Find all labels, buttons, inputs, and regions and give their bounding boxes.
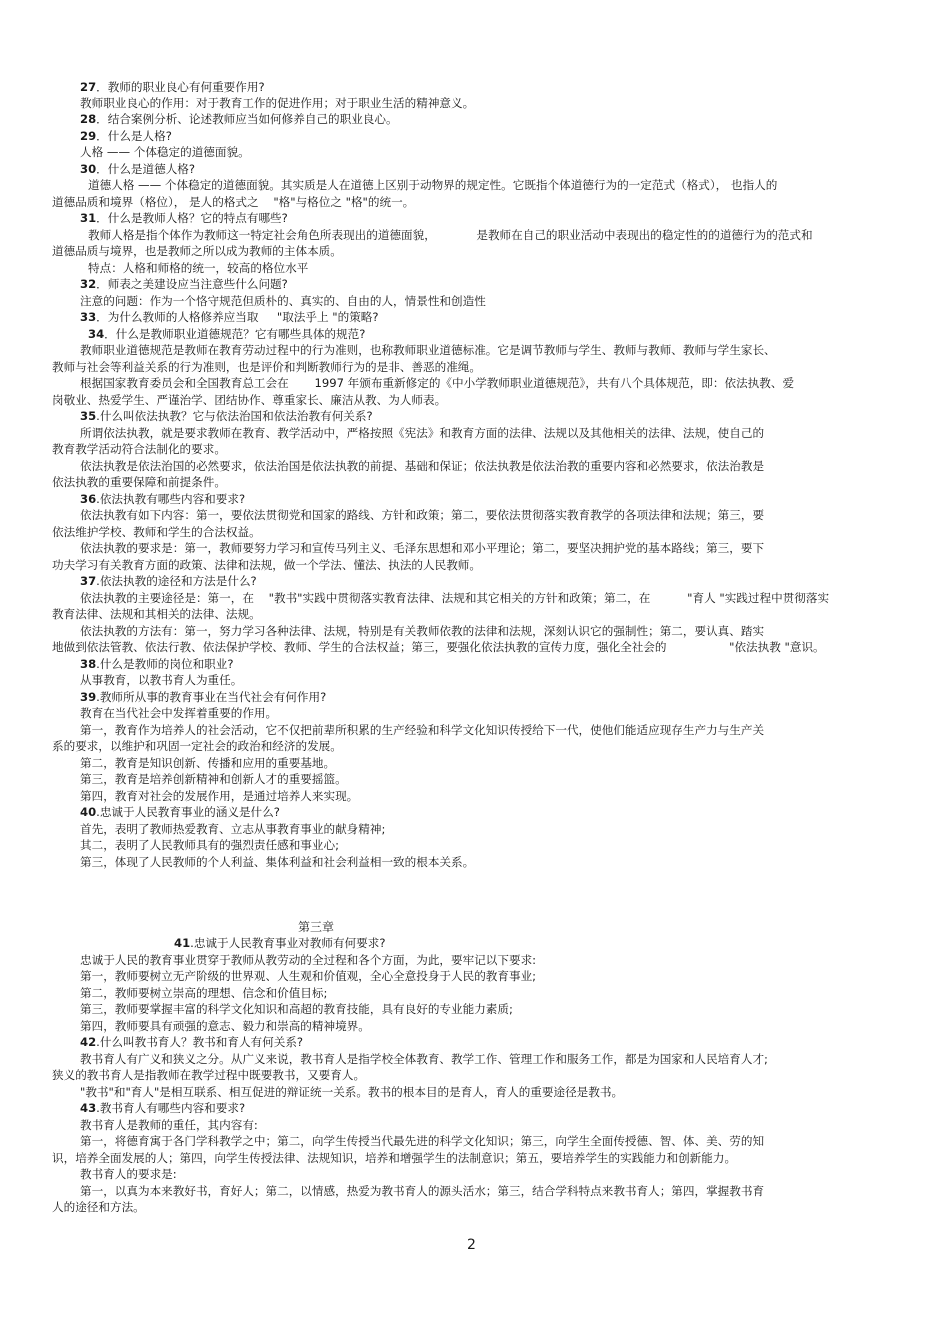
line-text: 第一，将德育寓于各门学科教学之中；第二，向学生传授当代最先进的科学文化知识；第三，向学生全面传授德、智、体、美、劳的知 xyxy=(80,1134,765,1148)
line-text: 忠诚于人民的教育事业贯穿于教师从教劳动的全过程和各个方面，为此，要牢记以下要求: xyxy=(80,953,537,967)
line-text: 依法执教的主要途径是：第一，在 "教书"实践中贯彻落实教育法律、法规和其它相关的方针和政策；第二，在 "育人 "实践过程中贯彻落实 xyxy=(80,591,830,605)
question-number: 40 xyxy=(80,805,97,819)
question-number: 31 xyxy=(80,211,97,225)
line-text: .忠诚于人民教育事业对教师有何要求? xyxy=(190,936,386,950)
text-line xyxy=(80,756,335,771)
text-line xyxy=(52,360,481,375)
text-line xyxy=(52,244,342,259)
question-number: 42 xyxy=(80,1035,97,1049)
line-text: 第三，教育是培养创新精神和创新人才的重要摇篮。 xyxy=(80,772,347,786)
question-number: 37 xyxy=(80,574,97,588)
line-text: 人的途径和方法。 xyxy=(52,1200,145,1214)
line-text: 教师与社会等利益关系的行为准则，也是评价和判断教师行为的是非、善恶的准绳。 xyxy=(52,360,481,374)
line-text: 教师人格是指个体作为教师这一特定社会角色所表现出的道德面貌， 是教师在自己的职业活动中表现出的稳定性的的道德行为的范式和 xyxy=(88,228,813,242)
line-text: 根据国家教育委员会和全国教育总工会在 1997 年颁布重新修定的《中小学教师职业道德规范》，共有八个具体规范，即：依法执教、爱 xyxy=(80,376,795,390)
question-number: 35 xyxy=(80,409,97,423)
page-number: 2 xyxy=(467,1237,476,1253)
question-heading xyxy=(80,310,379,325)
line-text: 道德品质与境界，也是教师之所以成为教师的主体本质。 xyxy=(52,244,342,258)
text-line xyxy=(80,953,536,968)
line-text: 岗敬业、热爱学生、严谨治学、团结协作、尊重家长、廉洁从教、为人师表。 xyxy=(52,393,447,407)
question-heading xyxy=(88,327,365,342)
text-line xyxy=(80,673,242,688)
question-heading xyxy=(80,162,195,177)
text-line xyxy=(80,772,347,787)
line-text: ．结合案例分析、论述教师应当如何修养自己的职业良心。 xyxy=(96,112,398,126)
line-text: .依法执教有哪些内容和要求? xyxy=(96,492,246,506)
question-heading xyxy=(80,409,373,424)
question-heading xyxy=(80,211,288,226)
line-text: 依法维护学校、教师和学生的合法权益。 xyxy=(52,525,261,539)
text-line xyxy=(80,1019,370,1034)
line-text: 教书育人有广义和狭义之分。从广义来说，教书育人是指学校全体教育、教学工作、管理工作和服务工作，都是为国家和人民培育人才; xyxy=(80,1052,768,1066)
line-text: 注意的问题：作为一个恪守规范但质朴的、真实的、自由的人，情景性和创造性 xyxy=(80,294,486,308)
question-number: 28 xyxy=(80,112,97,126)
question-number: 32 xyxy=(80,277,97,291)
text-line xyxy=(52,475,226,490)
line-text: 依法执教的重要保障和前提条件。 xyxy=(52,475,226,489)
line-text: 第四，教育对社会的发展作用，是通过培养人来实现。 xyxy=(80,789,359,803)
question-heading xyxy=(80,112,398,127)
line-text: 人格 —— 个体稳定的道德面貌。 xyxy=(80,145,250,159)
question-heading xyxy=(80,80,265,95)
text-line xyxy=(80,145,250,160)
text-line xyxy=(52,1068,365,1083)
text-line xyxy=(80,591,829,606)
line-text: .教师所从事的教育事业在当代社会有何作用? xyxy=(96,690,327,704)
text-line xyxy=(80,294,486,309)
text-line xyxy=(88,261,308,276)
text-line xyxy=(80,459,764,474)
text-line xyxy=(52,525,261,540)
question-number: 36 xyxy=(80,492,97,506)
question-number: 33 xyxy=(80,310,97,324)
text-line xyxy=(52,393,446,408)
line-text: 教师职业良心的作用：对于教育工作的促进作用；对于职业生活的精神意义。 xyxy=(80,96,475,110)
line-text: ．为什么教师的人格修养应当取 "取法乎上 "的策略? xyxy=(96,310,379,324)
question-number: 29 xyxy=(80,129,97,143)
chapter-title xyxy=(298,920,334,935)
line-text: 功夫学习有关教育方面的政策、法律和法规，做一个学法、懂法、执法的人民教师。 xyxy=(52,558,481,572)
line-text: 第三，教师要掌握丰富的科学文化知识和高超的教育技能，具有良好的专业能力素质; xyxy=(80,1002,513,1016)
text-line xyxy=(52,442,226,457)
text-line xyxy=(80,838,339,853)
text-line xyxy=(80,1002,513,1017)
question-heading xyxy=(174,936,385,951)
question-heading xyxy=(80,805,280,820)
line-text: 教书育人的要求是: xyxy=(80,1167,177,1181)
line-text: .依法执教的途径和方法是什么? xyxy=(96,574,257,588)
line-text: 第三章 xyxy=(298,920,335,934)
question-heading xyxy=(80,690,326,705)
question-number: 30 xyxy=(80,162,97,176)
text-line xyxy=(80,986,327,1001)
text-line xyxy=(80,624,764,639)
text-line xyxy=(80,541,764,556)
text-line xyxy=(80,822,385,837)
text-line xyxy=(88,178,777,193)
line-text: 教育教学活动符合法制化的要求。 xyxy=(52,442,226,456)
text-line xyxy=(52,1200,145,1215)
line-text: 依法执教有如下内容：第一，要依法贯彻党和国家的路线、方针和政策；第二，要依法贯彻落实教育教学的各项法律和法规；第三，要 xyxy=(80,508,765,522)
line-text: .教书育人有哪些内容和要求? xyxy=(96,1101,246,1115)
text-line xyxy=(52,195,414,210)
question-heading xyxy=(80,129,172,144)
line-text: 教师职业道德规范是教师在教育劳动过程中的行为准则，也称教师职业道德标准。它是调节教师与学生、教师与教师、教师与学生家长、 xyxy=(80,343,776,357)
line-text: 第一，教师要树立无产阶级的世界观、人生观和价值观，全心全意投身于人民的教育事业; xyxy=(80,969,537,983)
line-text: 依法执教的要求是：第一，教师要努力学习和宣传马列主义、毛泽东思想和邓小平理论；第二，要坚决拥护党的基本路线；第三，要下 xyxy=(80,541,765,555)
question-number: 41 xyxy=(174,936,191,950)
line-text: 依法执教是依法治国的必然要求，依法治国是依法执教的前提、基础和保证；依法执教是依法治教的重要内容和必然要求，依法治教是 xyxy=(80,459,765,473)
line-text: 教育在当代社会中发挥着重要的作用。 xyxy=(80,706,278,720)
question-heading xyxy=(80,1035,303,1050)
line-text: 依法执教的方法有：第一，努力学习各种法律、法规，特别是有关教师依教的法律和法规，深刻认识它的强制性；第二，要认真、踏实 xyxy=(80,624,765,638)
text-line xyxy=(80,508,764,523)
line-text: 第一，以真为本来教好书，育好人；第二，以情感，热爱为教书育人的源头活水；第三，结合学科特点来教书育人；第四，掌握教书育 xyxy=(80,1184,765,1198)
text-line xyxy=(80,1118,258,1133)
question-number: 34 xyxy=(88,327,105,341)
line-text: 第一，教育作为培养人的社会活动，它不仅把前辈所积累的生产经验和科学文化知识传授给下一代，使他们能适应现存生产力与生产关 xyxy=(80,723,765,737)
question-number: 39 xyxy=(80,690,97,704)
question-number: 43 xyxy=(80,1101,97,1115)
text-line xyxy=(52,558,481,573)
text-line xyxy=(80,723,764,738)
question-heading xyxy=(80,574,257,589)
text-line xyxy=(80,789,358,804)
line-text: 狭义的教书育人是指教师在教学过程中既要教书，又要育人。 xyxy=(52,1068,366,1082)
text-line xyxy=(80,1052,768,1067)
question-heading xyxy=(80,1101,245,1116)
text-line xyxy=(80,1167,177,1182)
text-line xyxy=(80,96,474,111)
line-text: .什么叫依法执教？它与依法治国和依法治教有何关系? xyxy=(96,409,373,423)
line-text: 第二，教师要树立崇高的理想、信念和价值目标; xyxy=(80,986,328,1000)
line-text: 其二，表明了人民教师具有的强烈责任感和事业心; xyxy=(80,838,339,852)
line-text: 道德品质和境界（格位）， 是人的格式之 "格"与格位之 "格"的统一。 xyxy=(52,195,415,209)
line-text: 从事教育，以教书育人为重任。 xyxy=(80,673,243,687)
question-heading xyxy=(80,657,234,672)
line-text: "教书"和"育人"是相互联系、相互促进的辩证统一关系。教书的根本目的是育人，育人的重要途径是教书。 xyxy=(80,1085,624,1099)
line-text: .什么叫教书育人？教书和育人有何关系? xyxy=(96,1035,304,1049)
text-line xyxy=(80,855,474,870)
text-line xyxy=(80,706,277,721)
text-line xyxy=(52,739,342,754)
line-text: ．什么是教师职业道德规范？它有哪些具体的规范? xyxy=(104,327,366,341)
line-text: 第三，体现了人民教师的个人利益、集体利益和社会利益相一致的根本关系。 xyxy=(80,855,475,869)
line-text: 第四，教师要具有顽强的意志、毅力和崇高的精神境界。 xyxy=(80,1019,370,1033)
line-text: 地做到依法管教、依法行教、依法保护学校、教师、学生的合法权益；第三，要强化依法执教的宣传力度，强化全社会的 "依法执教 "意识。 xyxy=(52,640,825,654)
text-line xyxy=(52,640,825,655)
line-text: ．师表之美建设应当注意些什么问题? xyxy=(96,277,288,291)
text-line xyxy=(80,376,794,391)
line-text: ．什么是道德人格? xyxy=(96,162,196,176)
line-text: 教书育人是教师的重任，其内容有: xyxy=(80,1118,258,1132)
text-line xyxy=(88,228,813,243)
line-text: 所谓依法执教，就是要求教师在教育、教学活动中，严格按照《宪法》和教育方面的法律、法规以及其他相关的法律、法规，使自己的 xyxy=(80,426,765,440)
question-heading xyxy=(80,277,288,292)
line-text: 特点：人格和师格的统一，较高的格位水平 xyxy=(88,261,309,275)
text-line xyxy=(52,1151,736,1166)
question-number: 27 xyxy=(80,80,97,94)
text-line xyxy=(52,607,261,622)
text-line xyxy=(80,1184,764,1199)
question-heading xyxy=(80,492,245,507)
line-text: .忠诚于人民教育事业的涵义是什么? xyxy=(96,805,280,819)
line-text: 识，培养全面发展的人；第四，向学生传授法律、法规知识，培养和增强学生的法制意识；第五，要培养学生的实践能力和创新能力。 xyxy=(52,1151,737,1165)
text-line xyxy=(80,1085,623,1100)
text-line xyxy=(80,426,764,441)
line-text: 教育法律、法规和其相关的法律、法规。 xyxy=(52,607,261,621)
line-text: .什么是教师的岗位和职业? xyxy=(96,657,234,671)
line-text: ．什么是教师人格？它的特点有哪些? xyxy=(96,211,288,225)
text-line xyxy=(80,343,776,358)
text-line xyxy=(80,1134,764,1149)
line-text: 系的要求，以维护和巩固一定社会的政治和经济的发展。 xyxy=(52,739,342,753)
line-text: 首先，表明了教师热爱教育、立志从事教育事业的献身精神; xyxy=(80,822,386,836)
text-line xyxy=(80,969,536,984)
line-text: ．教师的职业良心有何重要作用? xyxy=(96,80,265,94)
question-number: 38 xyxy=(80,657,97,671)
line-text: 道德人格 —— 个体稳定的道德面貌。其实质是人在道德上区别于动物界的规定性。它既指个体道德行为的一定范式（格式）， 也指人的 xyxy=(88,178,778,192)
line-text: 第二，教育是知识创新、传播和应用的重要基地。 xyxy=(80,756,336,770)
line-text: ．什么是人格? xyxy=(96,129,172,143)
